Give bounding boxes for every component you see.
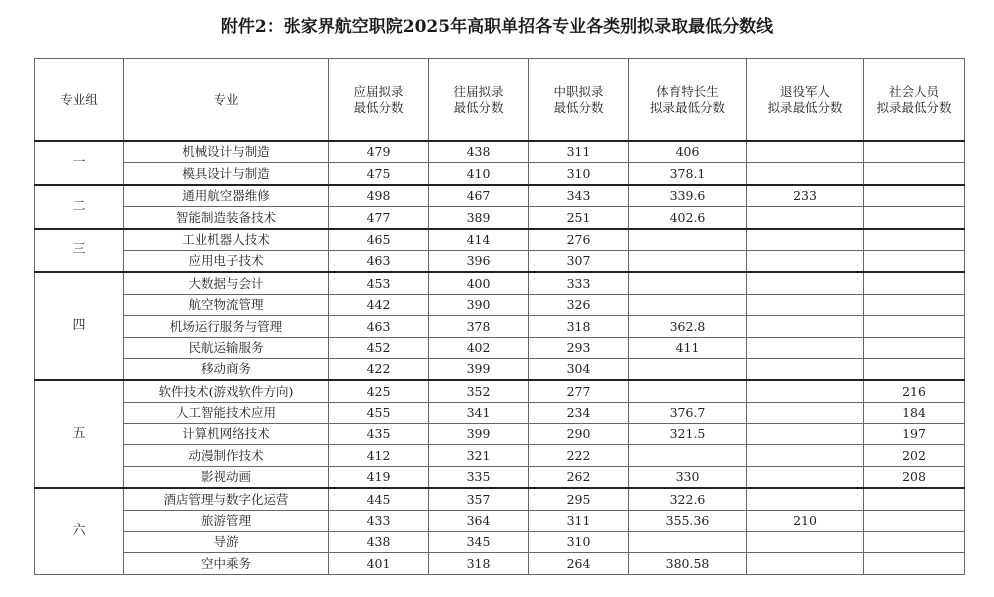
social-score — [864, 207, 965, 229]
past-score: 352 — [429, 380, 529, 402]
vocational-score: 295 — [529, 488, 629, 510]
vocational-score: 318 — [529, 316, 629, 337]
major-name: 动漫制作技术 — [124, 445, 329, 466]
table-row — [35, 316, 965, 337]
veteran-score — [747, 316, 864, 337]
sports-score: 321.5 — [629, 424, 747, 445]
table-row — [35, 358, 965, 380]
social-score — [864, 337, 965, 358]
header-major: 专业 — [124, 59, 329, 142]
fresh-score: 442 — [329, 294, 429, 315]
major-name: 导游 — [124, 532, 329, 553]
fresh-score: 438 — [329, 532, 429, 553]
table-row — [35, 207, 965, 229]
major-name: 民航运输服务 — [124, 337, 329, 358]
vocational-score: 326 — [529, 294, 629, 315]
veteran-score — [747, 294, 864, 315]
major-name: 移动商务 — [124, 358, 329, 380]
table-row — [35, 532, 965, 553]
past-score: 341 — [429, 402, 529, 423]
social-score — [864, 185, 965, 207]
past-score: 335 — [429, 466, 529, 488]
sports-score — [629, 380, 747, 402]
major-name: 航空物流管理 — [124, 294, 329, 315]
social-score — [864, 510, 965, 531]
social-score — [864, 532, 965, 553]
vocational-score: 311 — [529, 141, 629, 163]
vocational-score: 264 — [529, 553, 629, 574]
table-row — [35, 294, 965, 315]
past-score: 378 — [429, 316, 529, 337]
major-name: 空中乘务 — [124, 553, 329, 574]
fresh-score: 419 — [329, 466, 429, 488]
social-score — [864, 163, 965, 185]
sports-score — [629, 445, 747, 466]
vocational-score: 251 — [529, 207, 629, 229]
sports-score: 362.8 — [629, 316, 747, 337]
fresh-score: 452 — [329, 337, 429, 358]
past-score: 414 — [429, 229, 529, 251]
social-score — [864, 141, 965, 163]
sports-score: 411 — [629, 337, 747, 358]
table-row — [35, 229, 965, 251]
veteran-score — [747, 229, 864, 251]
fresh-score: 435 — [329, 424, 429, 445]
vocational-score: 293 — [529, 337, 629, 358]
veteran-score — [747, 488, 864, 510]
past-score: 390 — [429, 294, 529, 315]
sports-score: 380.58 — [629, 553, 747, 574]
sports-score: 330 — [629, 466, 747, 488]
vocational-score: 310 — [529, 163, 629, 185]
fresh-score: 422 — [329, 358, 429, 380]
social-score: 184 — [864, 402, 965, 423]
vocational-score: 310 — [529, 532, 629, 553]
veteran-score — [747, 445, 864, 466]
fresh-score: 453 — [329, 272, 429, 294]
group-label: 二 — [35, 185, 124, 229]
table-row — [35, 337, 965, 358]
sports-score — [629, 532, 747, 553]
social-score — [864, 294, 965, 315]
social-score — [864, 229, 965, 251]
sports-score: 406 — [629, 141, 747, 163]
sports-score — [629, 229, 747, 251]
past-score: 389 — [429, 207, 529, 229]
fresh-score: 401 — [329, 553, 429, 574]
major-name: 机场运行服务与管理 — [124, 316, 329, 337]
header-past-graduates: 往届拟录 最低分数 — [429, 59, 529, 142]
past-score: 400 — [429, 272, 529, 294]
veteran-score — [747, 272, 864, 294]
table-row — [35, 424, 965, 445]
veteran-score: 210 — [747, 510, 864, 531]
fresh-score: 475 — [329, 163, 429, 185]
table-row — [35, 141, 965, 163]
vocational-score: 307 — [529, 250, 629, 272]
major-name: 智能制造装备技术 — [124, 207, 329, 229]
vocational-score: 304 — [529, 358, 629, 380]
veteran-score: 233 — [747, 185, 864, 207]
header-row — [35, 59, 965, 142]
veteran-score — [747, 466, 864, 488]
table-row — [35, 402, 965, 423]
past-score: 399 — [429, 358, 529, 380]
past-score: 345 — [429, 532, 529, 553]
table-row — [35, 466, 965, 488]
veteran-score — [747, 207, 864, 229]
sports-score: 339.6 — [629, 185, 747, 207]
fresh-score: 477 — [329, 207, 429, 229]
vocational-score: 222 — [529, 445, 629, 466]
table-row — [35, 488, 965, 510]
table-row — [35, 185, 965, 207]
veteran-score — [747, 553, 864, 574]
fresh-score: 445 — [329, 488, 429, 510]
table-row — [35, 380, 965, 402]
score-table — [34, 58, 965, 575]
fresh-score: 498 — [329, 185, 429, 207]
group-label: 三 — [35, 229, 124, 273]
group-label: 五 — [35, 380, 124, 488]
header-fresh-graduates: 应届拟录 最低分数 — [329, 59, 429, 142]
table-body — [35, 141, 965, 574]
vocational-score: 333 — [529, 272, 629, 294]
social-score — [864, 316, 965, 337]
table-row — [35, 510, 965, 531]
group-label: 四 — [35, 272, 124, 380]
past-score: 410 — [429, 163, 529, 185]
vocational-score: 234 — [529, 402, 629, 423]
major-name: 人工智能技术应用 — [124, 402, 329, 423]
major-name: 应用电子技术 — [124, 250, 329, 272]
table-row — [35, 250, 965, 272]
table-row — [35, 445, 965, 466]
fresh-score: 465 — [329, 229, 429, 251]
past-score: 318 — [429, 553, 529, 574]
major-name: 影视动画 — [124, 466, 329, 488]
fresh-score: 425 — [329, 380, 429, 402]
major-name: 通用航空器维修 — [124, 185, 329, 207]
social-score: 197 — [864, 424, 965, 445]
major-name: 工业机器人技术 — [124, 229, 329, 251]
group-label: 一 — [35, 141, 124, 185]
header-veterans: 退役军人 拟录最低分数 — [747, 59, 864, 142]
fresh-score: 463 — [329, 250, 429, 272]
vocational-score: 343 — [529, 185, 629, 207]
social-score: 202 — [864, 445, 965, 466]
veteran-score — [747, 424, 864, 445]
header-social-applicants: 社会人员 拟录最低分数 — [864, 59, 965, 142]
veteran-score — [747, 532, 864, 553]
past-score: 402 — [429, 337, 529, 358]
sports-score — [629, 272, 747, 294]
sports-score: 322.6 — [629, 488, 747, 510]
header-vocational: 中职拟录 最低分数 — [529, 59, 629, 142]
fresh-score: 463 — [329, 316, 429, 337]
veteran-score — [747, 163, 864, 185]
major-name: 计算机网络技术 — [124, 424, 329, 445]
vocational-score: 262 — [529, 466, 629, 488]
table-row — [35, 553, 965, 574]
social-score: 208 — [864, 466, 965, 488]
vocational-score: 277 — [529, 380, 629, 402]
table-row — [35, 272, 965, 294]
sports-score: 355.36 — [629, 510, 747, 531]
major-name: 旅游管理 — [124, 510, 329, 531]
fresh-score: 479 — [329, 141, 429, 163]
sports-score: 378.1 — [629, 163, 747, 185]
vocational-score: 290 — [529, 424, 629, 445]
group-label: 六 — [35, 488, 124, 574]
table-row — [35, 163, 965, 185]
major-name: 酒店管理与数字化运营 — [124, 488, 329, 510]
social-score — [864, 488, 965, 510]
past-score: 467 — [429, 185, 529, 207]
social-score — [864, 272, 965, 294]
major-name: 机械设计与制造 — [124, 141, 329, 163]
sports-score — [629, 358, 747, 380]
past-score: 396 — [429, 250, 529, 272]
veteran-score — [747, 337, 864, 358]
sports-score: 376.7 — [629, 402, 747, 423]
social-score: 216 — [864, 380, 965, 402]
sports-score — [629, 294, 747, 315]
header-sports-specialty: 体育特长生 拟录最低分数 — [629, 59, 747, 142]
veteran-score — [747, 141, 864, 163]
veteran-score — [747, 402, 864, 423]
social-score — [864, 553, 965, 574]
past-score: 399 — [429, 424, 529, 445]
veteran-score — [747, 250, 864, 272]
social-score — [864, 250, 965, 272]
vocational-score: 311 — [529, 510, 629, 531]
major-name: 大数据与会计 — [124, 272, 329, 294]
social-score — [864, 358, 965, 380]
header-group: 专业组 — [35, 59, 124, 142]
past-score: 321 — [429, 445, 529, 466]
veteran-score — [747, 380, 864, 402]
past-score: 357 — [429, 488, 529, 510]
major-name: 软件技术(游戏软件方向) — [124, 380, 329, 402]
page-title: 附件2：张家界航空职院2025年高职单招各专业各类别拟录取最低分数线 — [220, 17, 774, 37]
vocational-score: 276 — [529, 229, 629, 251]
past-score: 364 — [429, 510, 529, 531]
sports-score — [629, 250, 747, 272]
past-score: 438 — [429, 141, 529, 163]
fresh-score: 412 — [329, 445, 429, 466]
sports-score: 402.6 — [629, 207, 747, 229]
fresh-score: 433 — [329, 510, 429, 531]
fresh-score: 455 — [329, 402, 429, 423]
veteran-score — [747, 358, 864, 380]
major-name: 模具设计与制造 — [124, 163, 329, 185]
